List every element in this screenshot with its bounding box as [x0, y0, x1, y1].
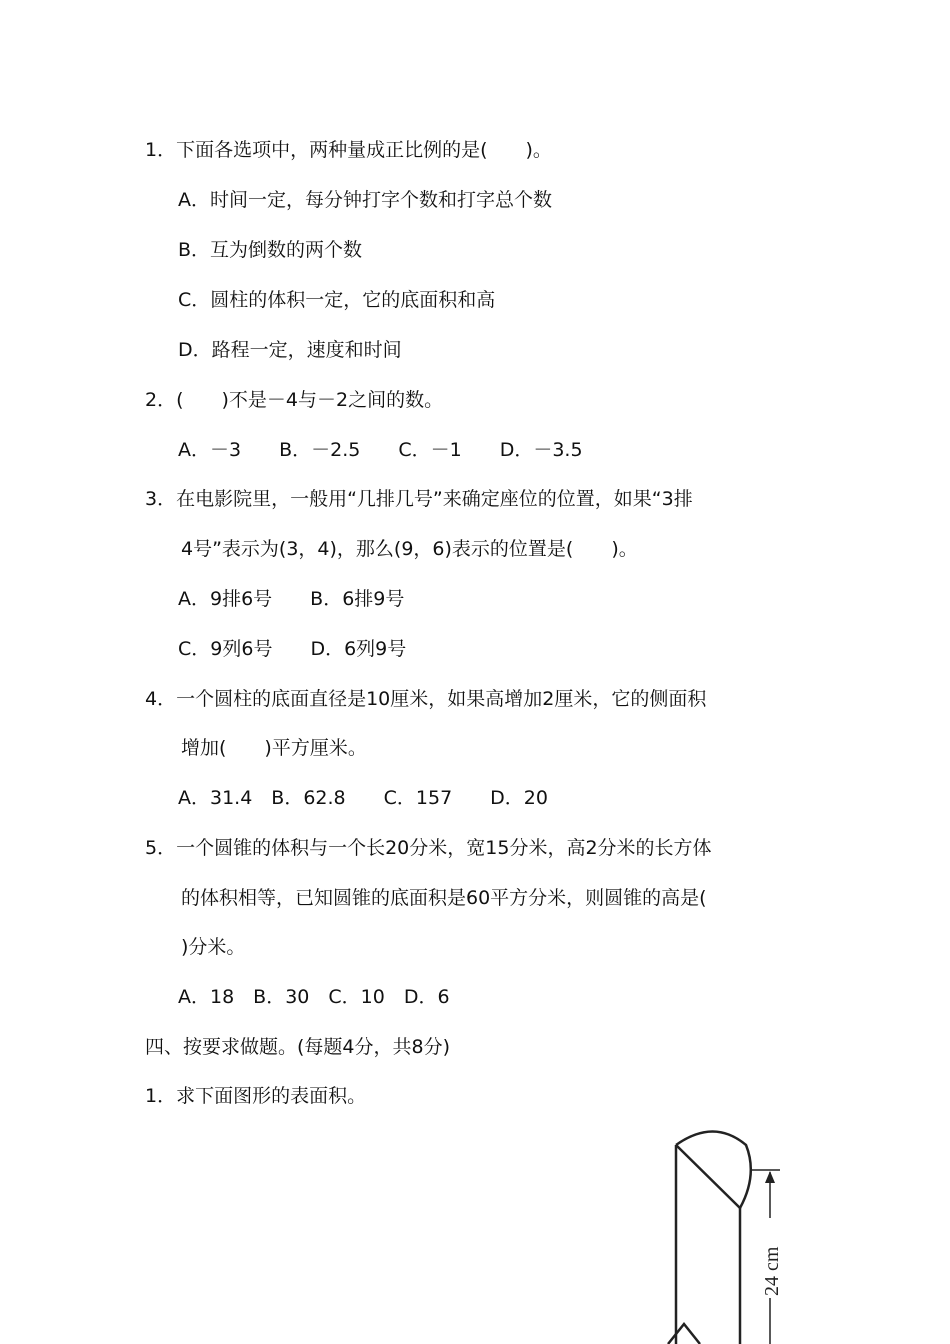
q3-stem-line2: 4号”表示为(3，4)，那么(9，6)表示的位置是( )。 — [181, 538, 638, 560]
section4-heading: 四、按要求做题。(每题4分，共8分) — [145, 1036, 451, 1058]
dimension-arrow-icon — [765, 1171, 775, 1183]
q4-options: A．31.4 B．62.8 C．157 D．20 — [178, 787, 548, 809]
q5-options: A．18 B．30 C．10 D．6 — [178, 986, 450, 1008]
q1-option-c: C．圆柱的体积一定，它的底面积和高 — [178, 289, 496, 311]
q5-stem-line2: 的体积相等，已知圆锥的底面积是60平方分米，则圆锥的高是( — [181, 887, 707, 909]
q5-stem-line3: )分米。 — [181, 936, 246, 958]
q1-option-a: A．时间一定，每分钟打字个数和打字总个数 — [178, 189, 552, 211]
cylinder-cut-edge — [676, 1145, 740, 1208]
q3-options-line2: C．9列6号 D．6列9号 — [178, 638, 407, 660]
q1-option-d: D．路程一定，速度和时间 — [178, 339, 402, 361]
q2-stem: 2．( )不是－4与－2之间的数。 — [145, 389, 444, 411]
q4-stem-line1: 4．一个圆柱的底面直径是10厘米，如果高增加2厘米，它的侧面积 — [145, 688, 707, 710]
q1-stem: 1．下面各选项中，两种量成正比例的是( )。 — [145, 139, 552, 161]
q4-stem-line2: 增加( )平方厘米。 — [181, 737, 367, 759]
cylinder-top-ellipse — [676, 1132, 751, 1209]
dimension-label: 24 cm — [761, 1246, 783, 1296]
cylinder-bottom-edge — [668, 1324, 700, 1344]
q3-options-line1: A．9排6号 B．6排9号 — [178, 588, 405, 610]
q5-stem-line1: 5．一个圆锥的体积与一个长20分米，宽15分米，高2分米的长方体 — [145, 837, 712, 859]
q1-option-b: B．互为倒数的两个数 — [178, 239, 363, 261]
q2-options: A．－3 B．－2.5 C．－1 D．－3.5 — [178, 439, 583, 461]
q3-stem-line1: 3．在电影院里，一般用“几排几号”来确定座位的位置，如果“3排 — [145, 488, 693, 510]
section4-q1-stem: 1．求下面图形的表面积。 — [145, 1085, 367, 1107]
